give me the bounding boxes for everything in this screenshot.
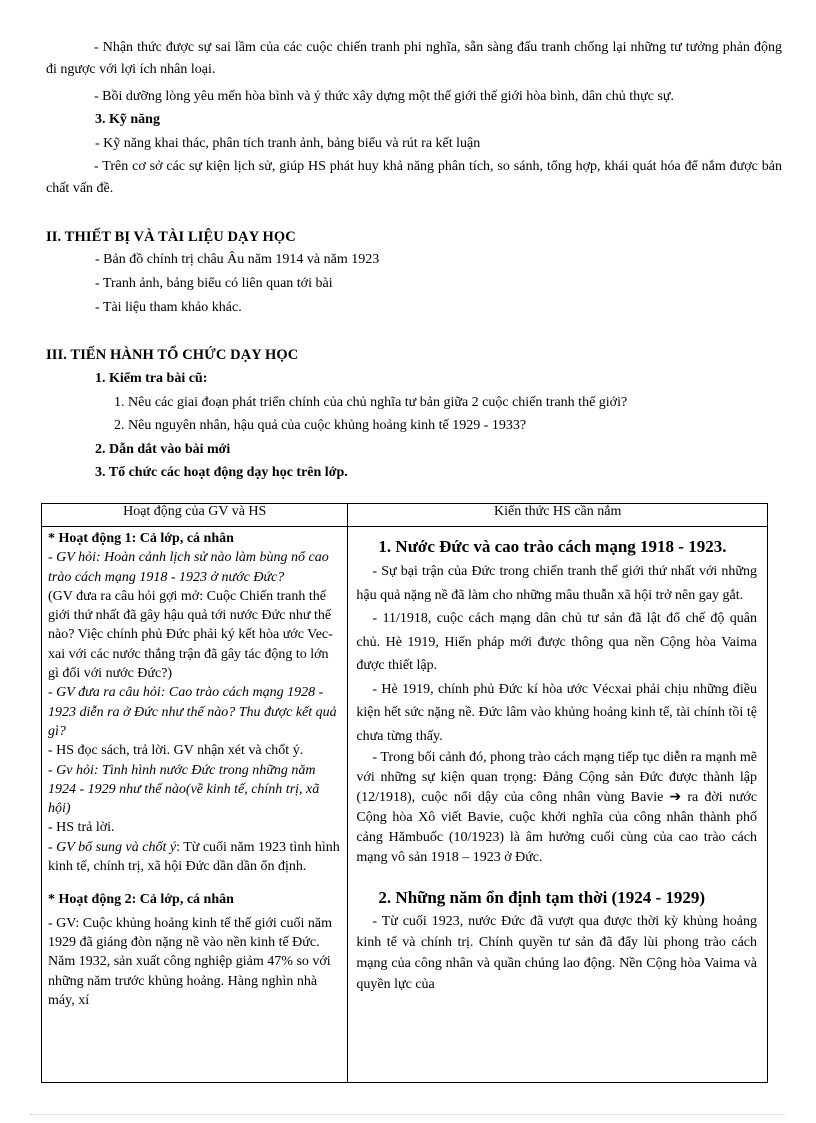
activity-1-heading: * Hoạt động 1: Cả lớp, cá nhân [48,531,234,546]
teacher-question-1: - GV hỏi: Hoàn cảnh lịch sử nào làm bùng nổ cao trào cách mạng 1918 - 1923 ở nước Đức? [48,550,329,585]
knowledge-paragraph-4a: - Trong bối cảnh đó, phong trào cách mạng tiếp tục diễn ra mạnh mẽ với những sự kiện quan trọng: Đảng Cộng sản Đức được thành lập (12/1918), cuộc nổi dậy của công nhân vùng Bavie [356,750,757,805]
knowledge-heading-1: 1. Nước Đức và cao trào cách mạng 1918 - 1923. [378,537,727,556]
teacher-question-3: - Gv hỏi: Tình hình nước Đức trong những năm 1924 - 1929 như thế nào(về kinh tế, chính trị, xã hội) [48,762,320,817]
student-answer-3: - HS trả lời. [48,820,115,836]
equipment-item-2: - Tranh ảnh, bảng biểu có liên quan tới bài [95,276,333,291]
activities-cell [42,527,348,1083]
lesson-table [41,503,768,1083]
teacher-conclusion [48,838,342,877]
skills-heading: 3. Kỹ năng [95,112,160,127]
teacher-conclusion-label: - GV bổ sung và chốt ý [48,839,177,855]
activity-2-text: - GV: Cuộc khủng hoảng kinh tế thế giới cuối năm 1929 đã giáng đòn nặng nề vào nền kinh tế Đức. Năm 1932, sản xuất công nghiệp giảm 47% so với những năm trước khủng hoảng. Hàng nghìn nhà máy, xí [48,915,332,1008]
knowledge-paragraph-1: - Sự bại trận của Đức trong chiến tranh thế giới thứ nhất với những hậu quả nặng nề đã làm cho những mâu thuẫn xã hội trở nên gay gắt. [356,564,757,603]
teacher-prompt-note: (GV đưa ra câu hỏi gợi mở: Cuộc Chiến tranh thế giới thứ nhất đã gây hậu quả tới nước Đức như thế nào? Việc chính phủ Đức phải ký kết hòa ước Vec-xai với các nước thắng trận đã gây tác động to lớn gì đối với nước Đức?) [48,588,333,682]
header-teacher-student-activity: Hoạt động của GV và HS [42,504,348,527]
skills-item-2: - Trên cơ sở các sự kiện lịch sử, giúp HS phát huy khả năng phân tích, so sánh, tổng hợp, khái quát hóa để nắm được bản chất vấn đề. [46,159,782,196]
activity-2-heading: * Hoạt động 2: Cả lớp, cá nhân [48,892,234,908]
skills-item-1: - Kỹ năng khai thác, phân tích tranh ảnh, bảng biểu và rút ra kết luận [95,136,481,151]
knowledge-paragraph-4b: ra đời nước Cộng hòa Xô viết Bavie, cuộc khởi nghĩa của công nhân thành phố cảng Hămbuốc (10/1923) là âm hưởng cuối cùng của cao trào cách mạng vô sản 1918 – 1923 ở Đức. [356,790,757,865]
knowledge-paragraph-2: - 11/1918, cuộc cách mạng dân chủ tư sản đã lật đổ chế độ quân chủ. Hè 1919, Hiến pháp mới được thông qua nền Cộng hòa Vaima được thiết lập. [356,611,757,673]
page-bottom-divider [30,1114,786,1115]
teacher-question-2: - GV đưa ra câu hỏi: Cao trào cách mạng 1928 - 1923 diễn ra ở Đức như thế nào? Thu được kết quả gì? [48,685,337,739]
review-question-2: 2. Nêu nguyên nhân, hậu quả của cuộc khủng hoảng kinh tế 1929 - 1933? [114,418,527,433]
student-answer-2: - HS đọc sách, trả lời. GV nhận xét và chốt ý. [48,743,304,759]
knowledge-cell [348,527,768,1083]
header-required-knowledge: Kiến thức HS cần nắm [348,504,768,527]
activities-heading: 3. Tổ chức các hoạt động dạy học trên lớp. [95,465,348,480]
paragraph-peace: - Bồi dưỡng lòng yêu mến hòa bình và ý thức xây dựng một thế giới thế giới hòa bình, dân chủ thực sự. [94,89,675,104]
old-lesson-check-heading: 1. Kiểm tra bài cũ: [95,371,208,386]
teacher-conclusion-text: : Từ cuối năm 1923 tình hình kinh tế, chính trị, xã hội Đức dần dần ổn định. [48,839,340,875]
introduction-heading: 2. Dẫn dắt vào bài mới [95,442,231,457]
review-question-1: 1. Nêu các giai đoạn phát triển chính của chủ nghĩa tư bản giữa 2 cuộc chiến tranh thế giới? [114,395,628,410]
arrow-icon: ➔ [669,790,682,805]
knowledge-paragraph-5: - Từ cuối 1923, nước Đức đã vượt qua được thời kỳ khủng hoảng kinh tế và chính trị. Chính quyền tư sản đã đẩy lùi phong trào cách mạng của công nhân và quần chúng lao động. Nền Cộng hòa Vaima và quyền lực của [356,914,757,992]
knowledge-paragraph-4 [356,748,757,868]
table-header-row [42,504,768,527]
knowledge-paragraph-3: - Hè 1919, chính phủ Đức kí hòa ước Vécxai phải chịu những điều kiện hết sức nặng nề. Đức lâm vào khủng hoảng kinh tế, tài chính tồi tệ chưa từng thấy. [356,681,757,744]
section-3-title: III. TIẾN HÀNH TỔ CHỨC DẠY HỌC [46,347,299,363]
table-row [42,527,768,1083]
paragraph-awareness: - Nhận thức được sự sai lầm của các cuộc chiến tranh phi nghĩa, sẵn sàng đấu tranh chống lại những tư tưởng phản động đi ngược với lợi ích nhân loại. [46,40,782,77]
equipment-item-1: - Bản đồ chính trị châu Âu năm 1914 và năm 1923 [95,252,380,267]
knowledge-heading-2: 2. Những năm ổn định tạm thời (1924 - 1929) [378,888,706,907]
section-2-title: II. THIẾT BỊ VÀ TÀI LIỆU DẠY HỌC [46,229,296,245]
equipment-item-3: - Tài liệu tham khảo khác. [95,300,242,315]
